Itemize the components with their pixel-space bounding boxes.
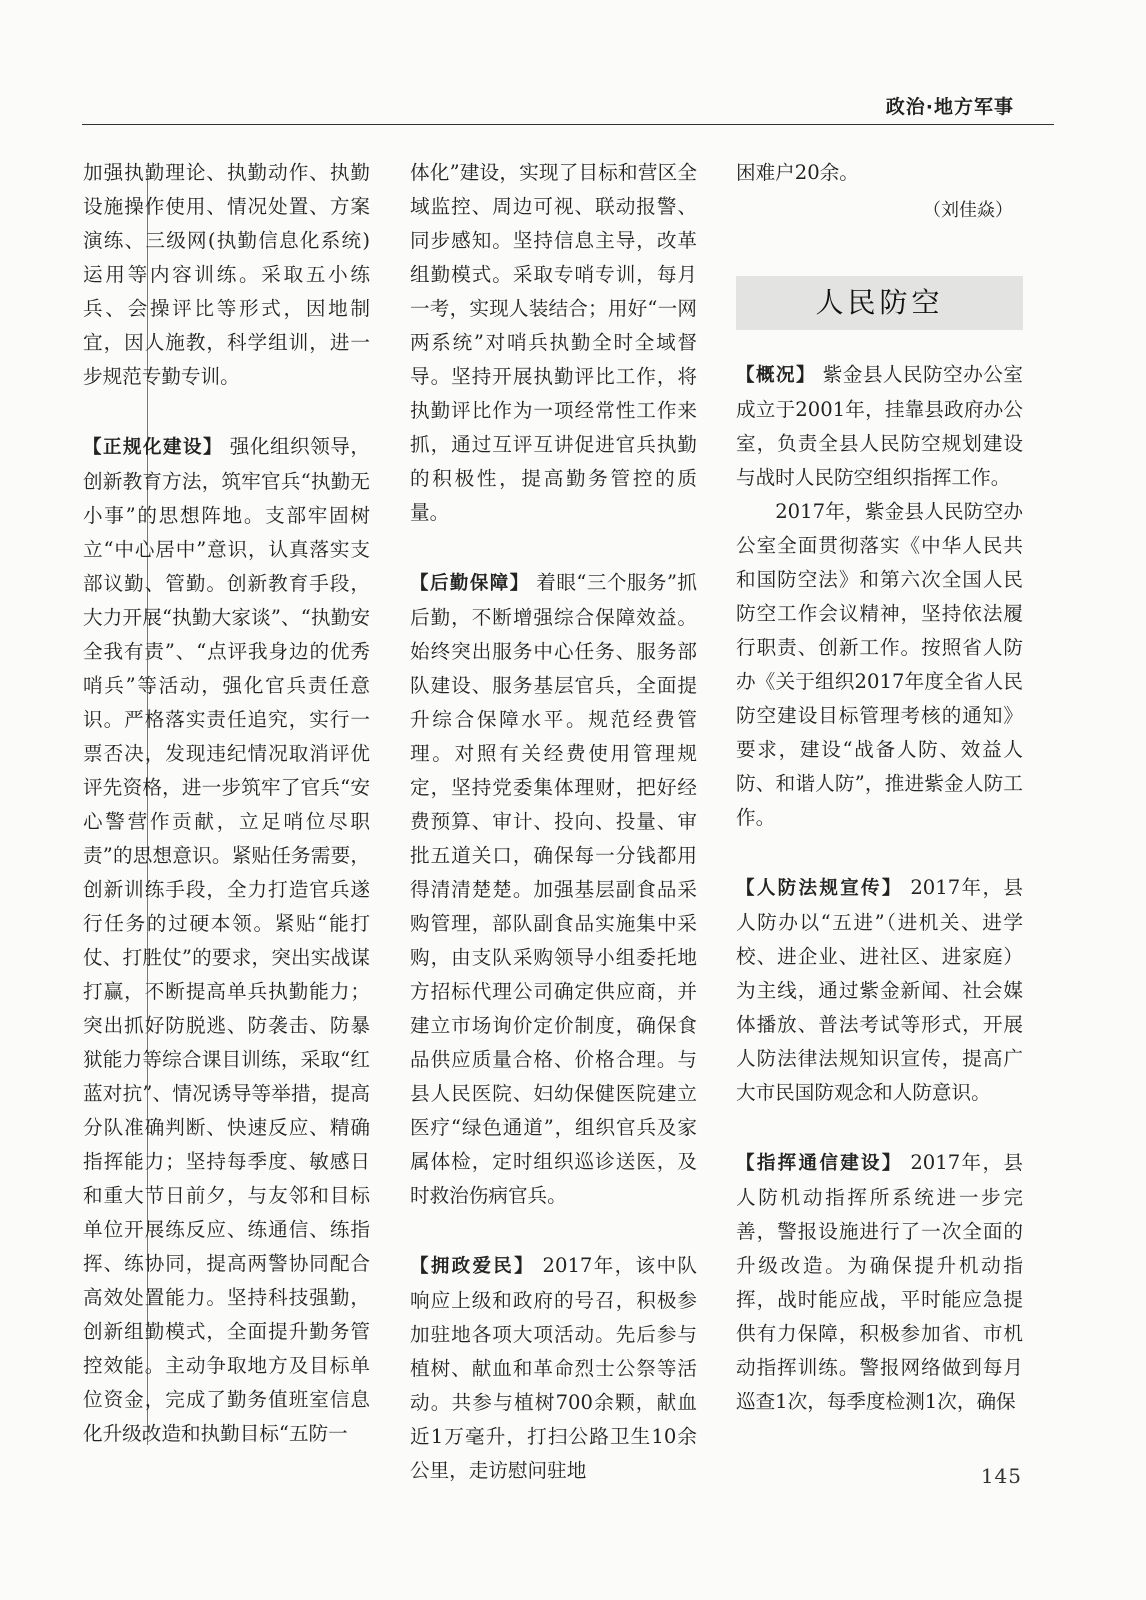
- paragraph-law-promotion: [736, 871, 1023, 1110]
- paragraph-logistics-text: 着眼“三个服务”抓后勤，不断增强综合保障效益。始终突出服务中心任务、服务部队建设、服务基层官兵，全面提升综合保障水平。规范经费管理。对照有关经费使用管理规定，坚持党委集体理财，把好经费预算、审计、投向、投量、审批五道关口，确保每一分钱都用得清清楚楚。加强基层副食品采购管理，部队副食品实施集中采购，由支队采购领导小组委托地方招标代理公司确定供应商，并建立市场询价定价制度，确保食品供应质量合格、价格合理。与县人民医院、妇幼保健医院建立医疗“绿色通道”，组织官兵及家属体检，定时组织巡诊送医，及时救治伤病官兵。: [410, 571, 697, 1207]
- header-rule: [82, 124, 1054, 125]
- paragraph-command-comms: [736, 1146, 1023, 1419]
- paragraph-standardization: [83, 430, 370, 1451]
- column-3: [736, 156, 1023, 1419]
- running-header: 政治·地方军事: [885, 96, 1014, 118]
- paragraph-support-gov: [410, 1249, 697, 1488]
- column-2: [410, 156, 697, 1488]
- paragraph-overview: [736, 358, 1023, 495]
- paragraph-training: 加强执勤理论、执勤动作、执勤设施操作使用、情况处置、方案演练、三级网(执勤信息化系统)运用等内容训练。采取五小练兵、会操评比等形式，因地制宜，因人施教，科学组训，进一步规范专勤专训。: [83, 161, 370, 388]
- page-number: 145: [980, 1464, 1022, 1488]
- section-heading-civil-air-defense: 人民防空: [736, 276, 1023, 330]
- paragraph-poor-households: 困难户20余。: [736, 161, 859, 184]
- section-tag-law-promotion: 【人防法规宣传】: [736, 878, 903, 899]
- paragraph-overview-text: 紫金县人民防空办公室成立于2001年，挂靠县政府办公室，负责全县人民防空规划建设与战时人民防空组织指挥工作。: [736, 363, 1023, 489]
- paragraph-logistics: [410, 566, 697, 1213]
- author-credit: （刘佳焱）: [923, 200, 1013, 221]
- section-tag-support-gov: 【拥政爱民】: [410, 1256, 535, 1277]
- paragraph-law-promotion-text: 2017年，县人防办以“五进”（进机关、进学校、进企业、进社区、进家庭）为主线，通过紫金新闻、社会媒体播放、普法考试等形式，开展人防法律法规知识宣传，提高广大市民国防观念和人防意识。: [736, 876, 1023, 1104]
- section-tag-logistics: 【后勤保障】: [410, 573, 530, 594]
- paragraph-2017-summary: 2017年，紫金县人民防空办公室全面贯彻落实《中华人民共和国防空法》和第六次全国人民防空工作会议精神，坚持依法履行职责、创新工作。按照省人防办《关于组织2017年度全省人民防空建设目标管理考核的通知》要求，建设“战备人防、效益人防、和谐人防”，推进紫金人防工作。: [736, 500, 1023, 829]
- section-tag-command-comms: 【指挥通信建设】: [736, 1153, 903, 1174]
- paragraph-support-gov-text: 2017年，该中队响应上级和政府的号召，积极参加驻地各项大项活动。先后参与植树、献血和革命烈士公祭等活动。共参与植树700余颗，献血近1万毫升，打扫公路卫生10余公里，走访慰问驻地: [410, 1254, 697, 1482]
- column-1: [83, 156, 370, 1451]
- paragraph-command-comms-text: 2017年，县人防机动指挥所系统进一步完善，警报设施进行了一次全面的升级改造。为确保提升机动指挥，战时能应战，平时能应急提供有力保障，积极参加省、市机动指挥训练。警报网络做到每月巡查1次，每季度检测1次，确保: [736, 1151, 1023, 1413]
- paragraph-integration: 体化”建设，实现了目标和营区全域监控、周边可视、联动报警、同步感知。坚持信息主导，改革组勤模式。采取专哨专训，每月一考，实现人装结合；用好“一网两系统”对哨兵执勤全时全域督导。坚持开展执勤评比工作，将执勤评比作为一项经常性工作来抓，通过互评互讲促进官兵执勤的积极性，提高勤务管控的质量。: [410, 161, 697, 524]
- section-tag-standardization: 【正规化建设】: [83, 437, 224, 458]
- paragraph-standardization-text: 强化组织领导，创新教育方法，筑牢官兵“执勤无小事”的思想阵地。支部牢固树立“中心居中”意识，认真落实支部议勤、管勤。创新教育手段，大力开展“执勤大家谈”、“执勤安全我有责”、“点评我身边的优秀哨兵”等活动，强化官兵责任意识。严格落实责任追究，实行一票否决，发现违纪情况取消评优评先资格，进一步筑牢了官兵“安心警营作贡献，立足哨位尽职责”的思想意识。紧贴任务需要，创新训练手段，全力打造官兵遂行任务的过硬本领。紧贴“能打仗、打胜仗”的要求，突出实战谋打赢，不断提高单兵执勤能力；突出抓好防脱逃、防袭击、防暴狱能力等综合课目训练，采取“红蓝对抗”、情况诱导等举措，提高分队准确判断、快速反应、精确指挥能力；坚持每季度、敏感日和重大节日前夕，与友邻和目标单位开展练反应、练通信、练指挥、练协同，提高两警协同配合高效处置能力。坚持科技强勤，创新组勤模式，全面提升勤务管控效能。主动争取地方及目标单位资金，完成了勤务值班室信息化升级改造和执勤目标“五防一: [83, 435, 370, 1445]
- section-tag-overview: 【概况】: [736, 365, 816, 386]
